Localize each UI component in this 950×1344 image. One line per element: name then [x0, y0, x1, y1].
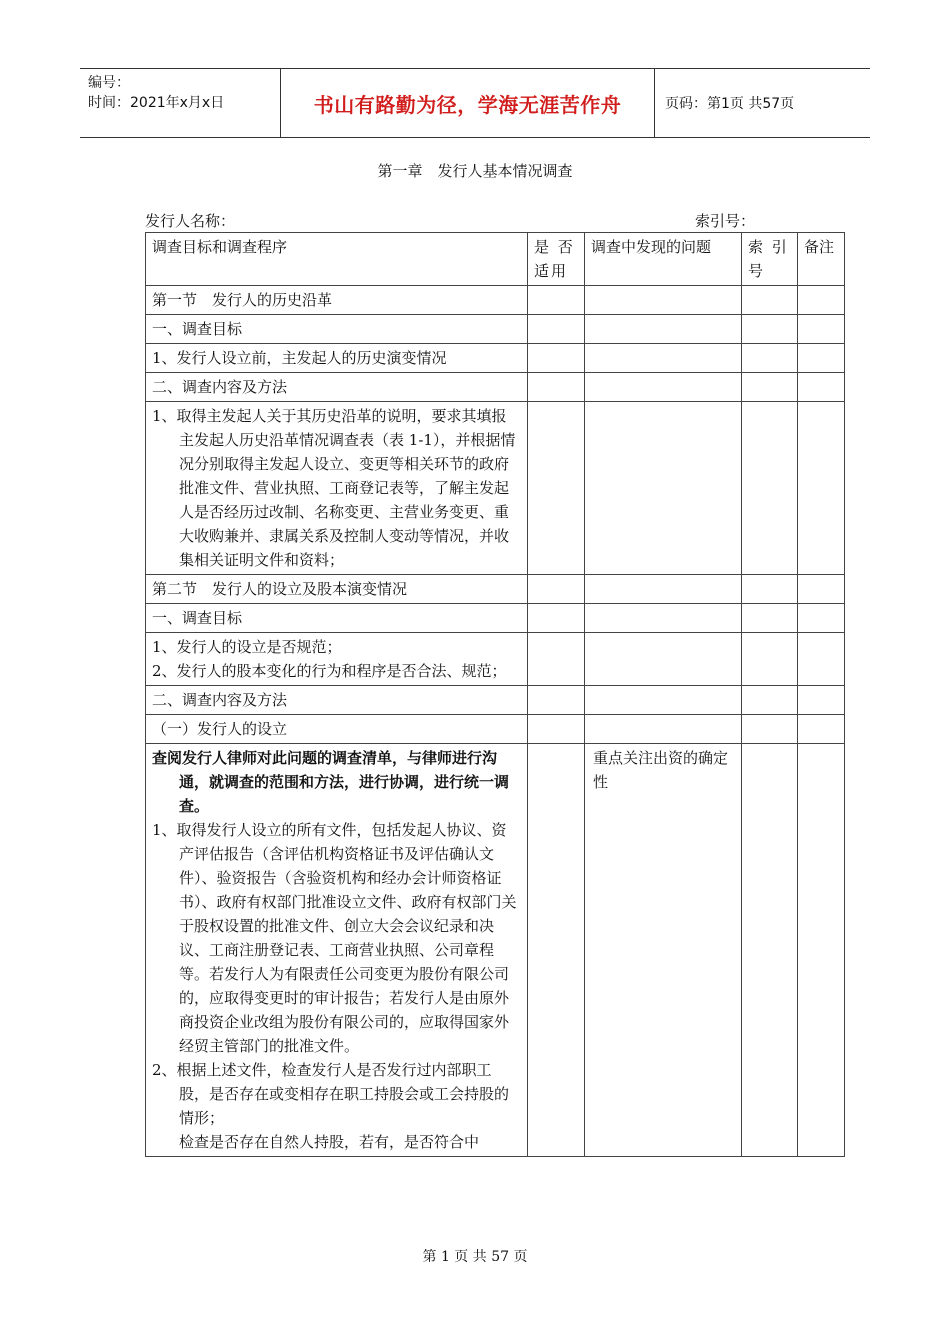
method-item: 2、根据上述文件，检查发行人是否发行过内部职工股，是否存在或变相存在职工持股会或工会持股的情形；: [152, 1061, 510, 1127]
header-applicable: 是 否适用: [528, 233, 585, 286]
issue-note: 重点关注出资的确定性: [585, 744, 742, 1157]
goal-item: 1、发行人设立前，主发起人的历史演变情况: [146, 344, 528, 373]
index-number-label: 索引号：: [695, 212, 756, 230]
chapter-title: 第一章 发行人基本情况调查: [377, 162, 573, 180]
table-row: [146, 604, 845, 633]
table-row: [146, 373, 845, 402]
header-issues: 调查中发现的问题: [585, 233, 742, 286]
page-footer: 第 1 页 共 57 页: [422, 1249, 528, 1265]
table-row: [146, 744, 845, 1157]
goal-item: 2、发行人的股本变化的行为和程序是否合法、规范；: [152, 662, 507, 680]
goal-heading: 一、调查目标: [146, 315, 528, 344]
header-procedure: 调查目标和调查程序: [146, 233, 528, 286]
table-header-row: [146, 233, 845, 286]
method-item: 1、取得主发起人关于其历史沿革的说明，要求其填报主发起人历史沿革情况调查表（表 1-1），并根据情况分别取得主发起人设立、变更等相关环节的政府批准文件、营业执照、工商登记表等，了解主发起人是否经历过改制、名称变更、主营业务变更、重大收购兼并、隶属关系及控制人变动等情况，并收集相关证明文件和资料；: [152, 407, 516, 569]
investigation-table: [145, 232, 845, 1157]
method-heading: 二、调查内容及方法: [146, 373, 528, 402]
table-row: [146, 715, 845, 744]
header-page-info: 页码：第1页 共57页: [665, 96, 795, 112]
table-row: [146, 286, 845, 315]
goal-item: 1、发行人的设立是否规范；: [152, 638, 342, 656]
method-item-continued: 检查是否存在自然人持股，若有，是否符合中: [179, 1133, 480, 1151]
header-remark: 备注: [798, 233, 845, 286]
table-row: [146, 686, 845, 715]
header-left: [80, 69, 280, 137]
header-index: 索 引号: [742, 233, 798, 286]
table-row: [146, 315, 845, 344]
method-heading: 二、调查内容及方法: [146, 686, 528, 715]
document-number: 编号：: [88, 75, 130, 91]
table-row: [146, 633, 845, 686]
subsection-heading: （一）发行人的设立: [146, 715, 528, 744]
goal-heading: 一、调查目标: [146, 604, 528, 633]
method-item: 1、取得发行人设立的所有文件，包括发起人协议、资产评估报告（含评估机构资格证书及评估确认文件）、验资报告（含验资机构和经办会计师资格证书）、政府有权部门批准设立文件、政府有权部门关于股权设置的批准文件、创立大会会议纪录和决议、工商注册登记表、工商营业执照、公司章程等。若发行人为有限责任公司变更为股份有限公司的，应取得变更时的审计报告；若发行人是由原外商投资企业改组为股份有限公司的，应取得国家外经贸主管部门的批准文件。: [152, 821, 517, 1055]
page-header: [80, 68, 870, 138]
document-time: 时间：2021年x月x日: [88, 95, 225, 111]
lawyer-consult-note: 查阅发行人律师对此问题的调查清单，与律师进行沟通，就调查的范围和方法，进行协调，进行统一调查。: [152, 749, 510, 815]
table-row: [146, 344, 845, 373]
header-slogan: 书山有路勤为径，学海无涯苦作舟: [280, 69, 655, 137]
section-heading: 第二节 发行人的设立及股本演变情况: [146, 575, 528, 604]
section-heading: 第一节 发行人的历史沿革: [146, 286, 528, 315]
table-row: [146, 575, 845, 604]
issuer-name-label: 发行人名称：: [145, 212, 236, 230]
table-row: [146, 402, 845, 575]
